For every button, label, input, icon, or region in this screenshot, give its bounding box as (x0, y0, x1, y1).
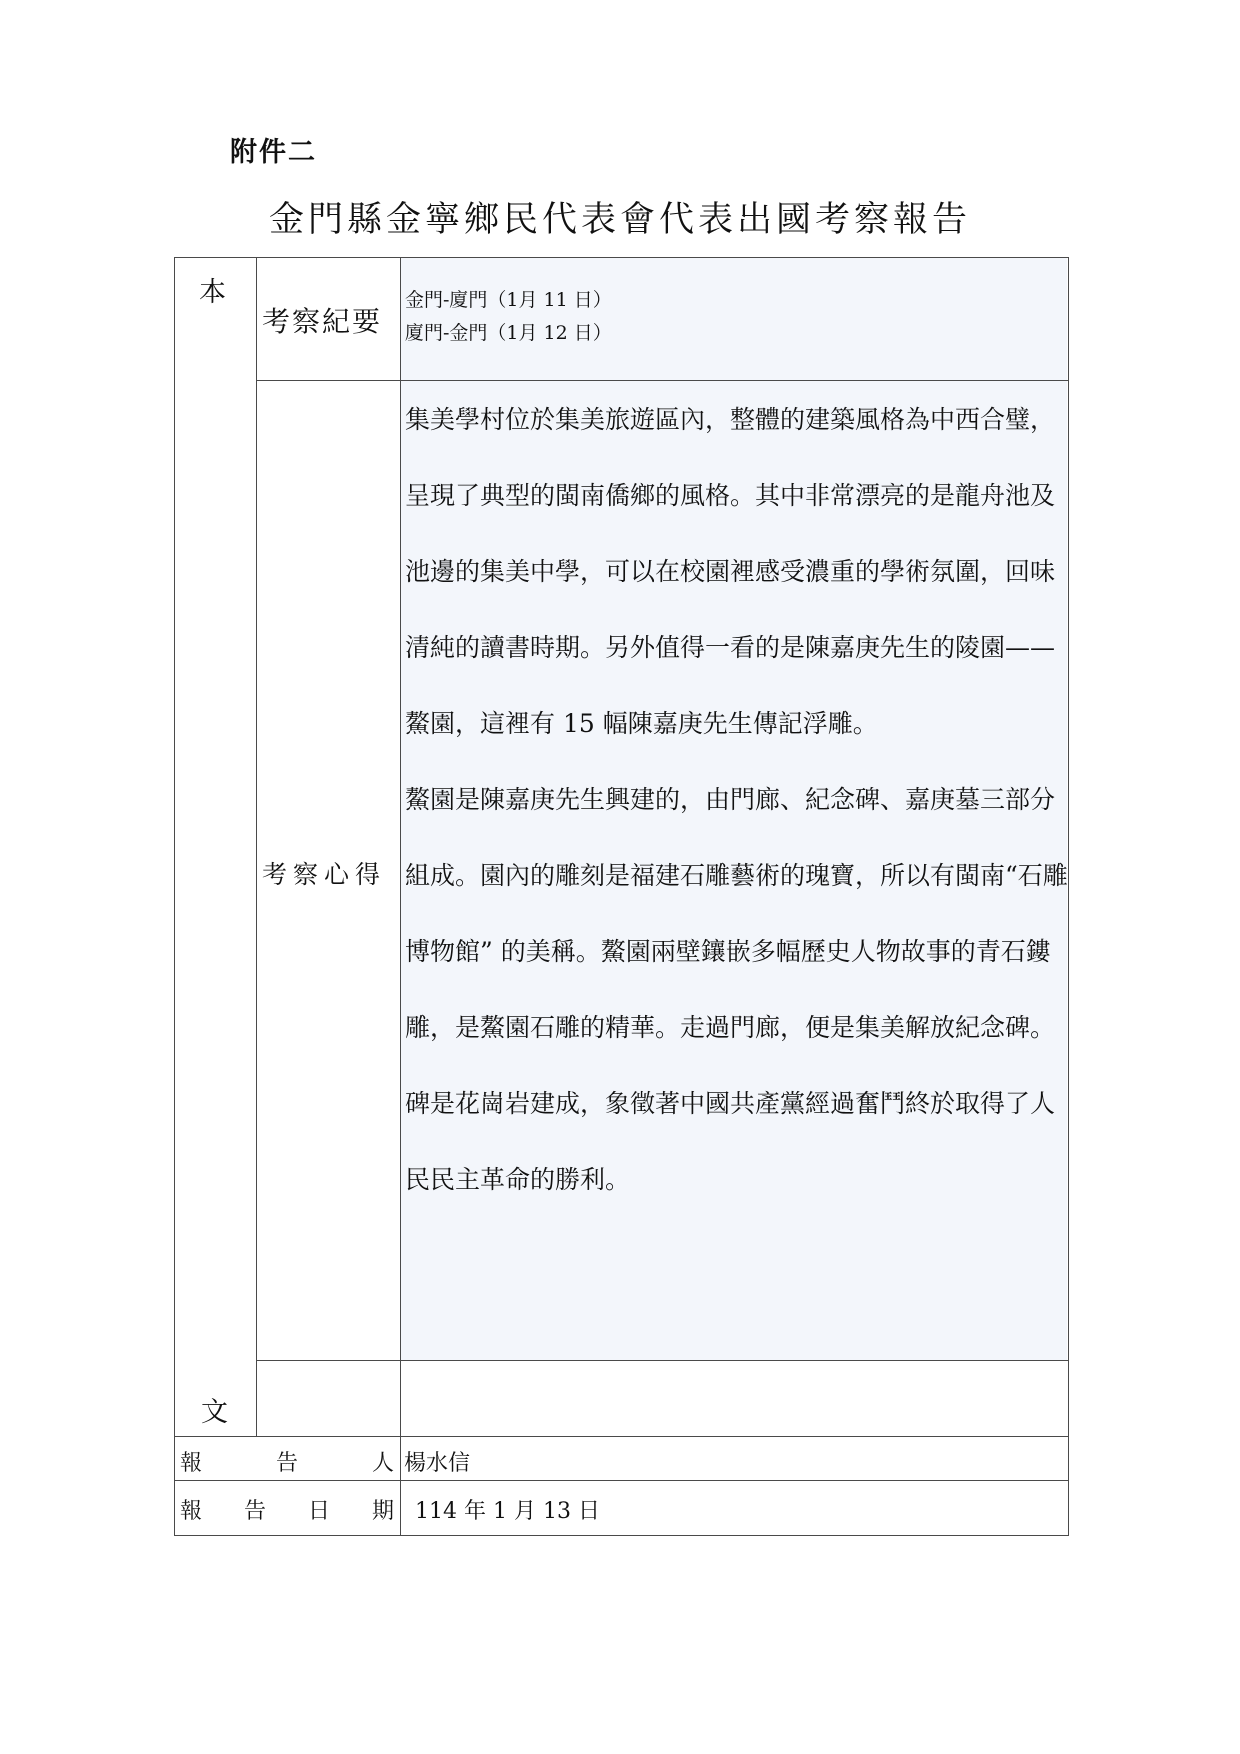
reporter-label: 報 告 人 (180, 1451, 394, 1476)
reflection-label: 考察心得 (262, 860, 387, 889)
reporter-name: 楊水信 (404, 1451, 471, 1476)
attachment-label: 附件二 (230, 137, 317, 168)
reflection-paragraph: 集美學村位於集美旅遊區內，整體的建築風格為中西合璧，呈現了典型的閩南僑鄉的風格。其中非常漂亮的是龍舟池及池邊的集美中學，可以在校園裡感受濃重的學術氛圍，回味清純的讀書時期。另外值得一看的是陳嘉庚先生的陵園——鰲園，這裡有 15 幅陳嘉庚先生傳記浮雕。 (405, 405, 1056, 738)
report-date-label: 報 告 日 期 (180, 1499, 394, 1524)
section-char-bottom: 文 (201, 1397, 228, 1428)
summary-line: 金門-廈門（1月 11 日） (405, 289, 612, 311)
reflection-paragraph: 鰲園是陳嘉庚先生興建的，由門廊、紀念碑、嘉庚墓三部分組成。園內的雕刻是福建石雕藝術的瑰寶，所以有閩南“石雕博物館” 的美稱。鰲園兩壁鑲嵌多幅歷史人物故事的青石鏤雕，是鰲園石雕的精華。走過門廊，便是集美解放紀念碑。碑是花崗岩建成，象徵著中國共產黨經過奮鬥終於取得了人民民主革命的勝利。 (405, 785, 1068, 1194)
summary-lines (405, 284, 612, 350)
page-title: 金門縣金寧鄉民代表會代表出國考察報告 (268, 200, 971, 240)
summary-label: 考察紀要 (262, 305, 383, 338)
report-date-value: 114 年 1 月 13 日 (415, 1499, 600, 1524)
reflection-text (405, 382, 1071, 1218)
section-char-top: 本 (199, 277, 226, 308)
summary-line: 廈門-金門（1月 12 日） (405, 322, 612, 344)
